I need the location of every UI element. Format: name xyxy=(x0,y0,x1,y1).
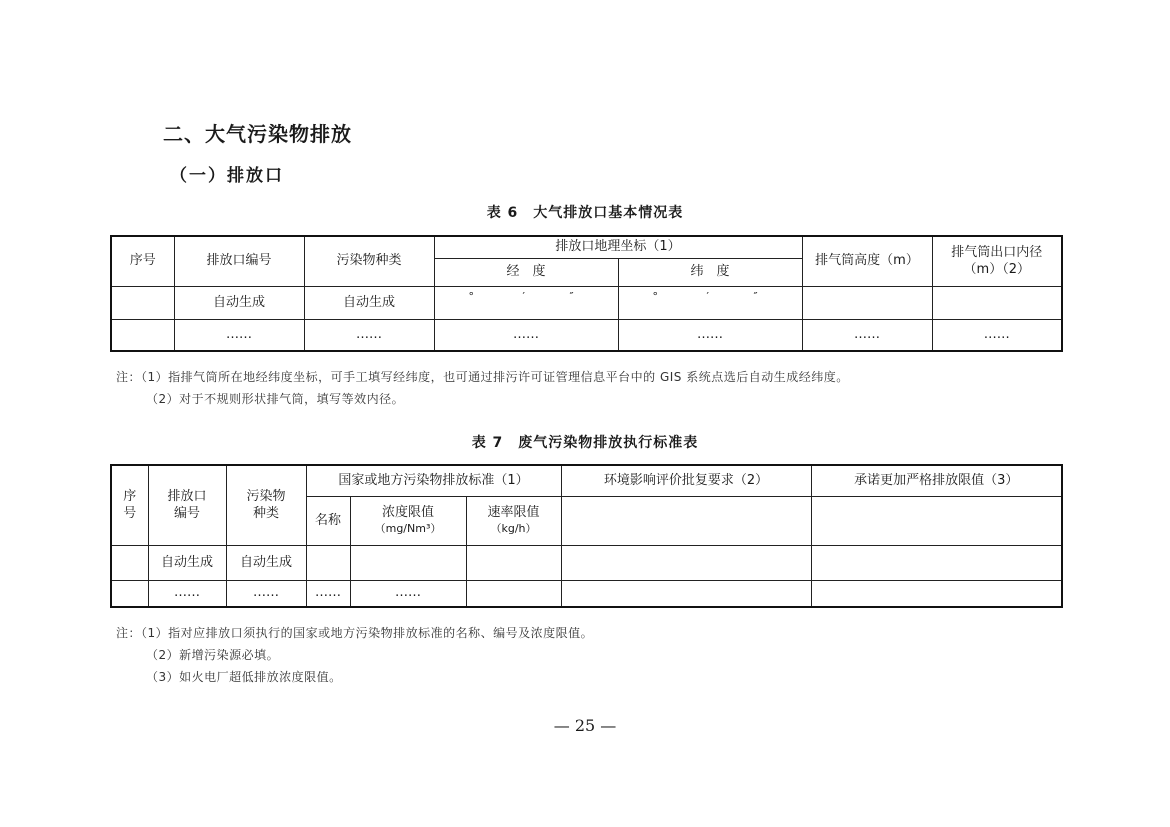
table7-cell-outlet: …… xyxy=(148,580,226,607)
table6-cell-pollutant: …… xyxy=(304,319,434,351)
table7-header-eia-blank xyxy=(561,496,811,545)
table6-cell-diameter xyxy=(932,286,1062,319)
table7-header-seq xyxy=(111,465,148,545)
table7-cell-eia xyxy=(561,580,811,607)
table7-header-seq-line1: 序 xyxy=(123,488,137,504)
table6-cell-pollutant: 自动生成 xyxy=(304,286,434,319)
table7-cell-name: …… xyxy=(306,580,350,607)
table7-cell-pollutant: …… xyxy=(226,580,306,607)
subsection-heading: （一）排放口 xyxy=(170,166,284,186)
table7-header-conc xyxy=(350,496,466,545)
section-heading: 二、大气污染物排放 xyxy=(163,122,352,146)
table7 xyxy=(110,464,1063,608)
table7-cell-conc xyxy=(350,545,466,580)
lat-degree-mark: ° xyxy=(652,289,658,303)
table-row xyxy=(111,286,1062,319)
table-row xyxy=(111,580,1062,607)
table7-header-pollutant-line1: 污染物 xyxy=(246,488,286,504)
table6-cell-lat: …… xyxy=(618,319,802,351)
table7-note-1: 注：（1）指对应排放口须执行的国家或地方污染物排放标准的名称、编号及浓度限值。 xyxy=(116,626,594,640)
table6-header-pollutant: 污染物种类 xyxy=(304,236,434,286)
lat-second-mark: ″ xyxy=(753,289,758,303)
table7-caption: 表 7 废气污染物排放执行标准表 xyxy=(471,435,699,451)
table6-header-diameter xyxy=(932,236,1062,286)
table7-note-3: （3）如火电厂超低排放浓度限值。 xyxy=(146,670,342,684)
table6-header-lat: 纬 度 xyxy=(618,258,802,286)
table7-cell-seq xyxy=(111,580,148,607)
lat-minute-mark: ′ xyxy=(706,289,709,303)
table7-header-pollutant xyxy=(226,465,306,545)
table6-header-lon: 经 度 xyxy=(434,258,618,286)
table7-cell-name xyxy=(306,545,350,580)
table7-header-outlet-line1: 排放口 xyxy=(167,488,207,504)
table7-header-conc-label: 浓度限值 xyxy=(381,505,434,521)
table6-cell-seq xyxy=(111,286,174,319)
table6-cell-seq xyxy=(111,319,174,351)
table7-header-rate-label: 速率限值 xyxy=(487,505,540,521)
table7-header-commit: 承诺更加严格排放限值（3） xyxy=(811,465,1062,496)
table7-cell-outlet: 自动生成 xyxy=(148,545,226,580)
table-row xyxy=(111,319,1062,351)
table7-cell-eia xyxy=(561,545,811,580)
table6-caption: 表 6 大气排放口基本情况表 xyxy=(486,205,684,221)
table6-header-geo: 排放口地理坐标（1） xyxy=(434,236,802,258)
table7-note-2: （2）新增污染源必填。 xyxy=(146,648,280,662)
table7-cell-conc: …… xyxy=(350,580,466,607)
table7-cell-commit xyxy=(811,545,1062,580)
table6-header-diameter-line2: （m）（2） xyxy=(963,262,1030,278)
table7-header-conc-unit: （mg/Nm³） xyxy=(374,521,442,535)
table6-cell-height xyxy=(802,286,932,319)
table6-header-outlet: 排放口编号 xyxy=(174,236,304,286)
table7-header-seq-line2: 号 xyxy=(123,506,137,522)
table7-header-rate-unit: （kg/h） xyxy=(490,521,537,535)
table7-header-eia: 环境影响评价批复要求（2） xyxy=(561,465,811,496)
table7-header-name: 名称 xyxy=(306,496,350,545)
table6-header-diameter-line1: 排气筒出口内径 xyxy=(951,244,1043,260)
table7-header-rate xyxy=(466,496,561,545)
table7-header-outlet xyxy=(148,465,226,545)
lon-second-mark: ″ xyxy=(569,289,574,303)
table6-cell-lon: …… xyxy=(434,319,618,351)
table6-cell-outlet: …… xyxy=(174,319,304,351)
table-row xyxy=(111,545,1062,580)
table6-cell-diameter: …… xyxy=(932,319,1062,351)
table6-cell-lat xyxy=(618,286,802,319)
table7-cell-seq xyxy=(111,545,148,580)
lon-degree-mark: ° xyxy=(468,289,474,303)
table7-cell-pollutant: 自动生成 xyxy=(226,545,306,580)
table7-header-commit-blank xyxy=(811,496,1062,545)
table7-header-pollutant-line2: 种类 xyxy=(252,506,279,522)
table7-cell-rate xyxy=(466,545,561,580)
table6-cell-lon xyxy=(434,286,618,319)
table6-note-1: 注：（1）指排气筒所在地经纬度坐标，可手工填写经纬度，也可通过排污许可证管理信息平台中的 GIS 系统点选后自动生成经纬度。 xyxy=(116,370,849,384)
table7-header-standard: 国家或地方污染物排放标准（1） xyxy=(306,465,561,496)
table6 xyxy=(110,235,1063,352)
table6-header-height: 排气筒高度（m） xyxy=(802,236,932,286)
table6-header-seq: 序号 xyxy=(111,236,174,286)
page-number: — 25 — xyxy=(553,716,617,735)
table7-cell-commit xyxy=(811,580,1062,607)
table7-cell-rate xyxy=(466,580,561,607)
table6-cell-height: …… xyxy=(802,319,932,351)
lon-minute-mark: ′ xyxy=(522,289,525,303)
table7-header-outlet-line2: 编号 xyxy=(173,506,200,522)
table6-note-2: （2）对于不规则形状排气筒，填写等效内径。 xyxy=(146,392,405,406)
table6-cell-outlet: 自动生成 xyxy=(174,286,304,319)
